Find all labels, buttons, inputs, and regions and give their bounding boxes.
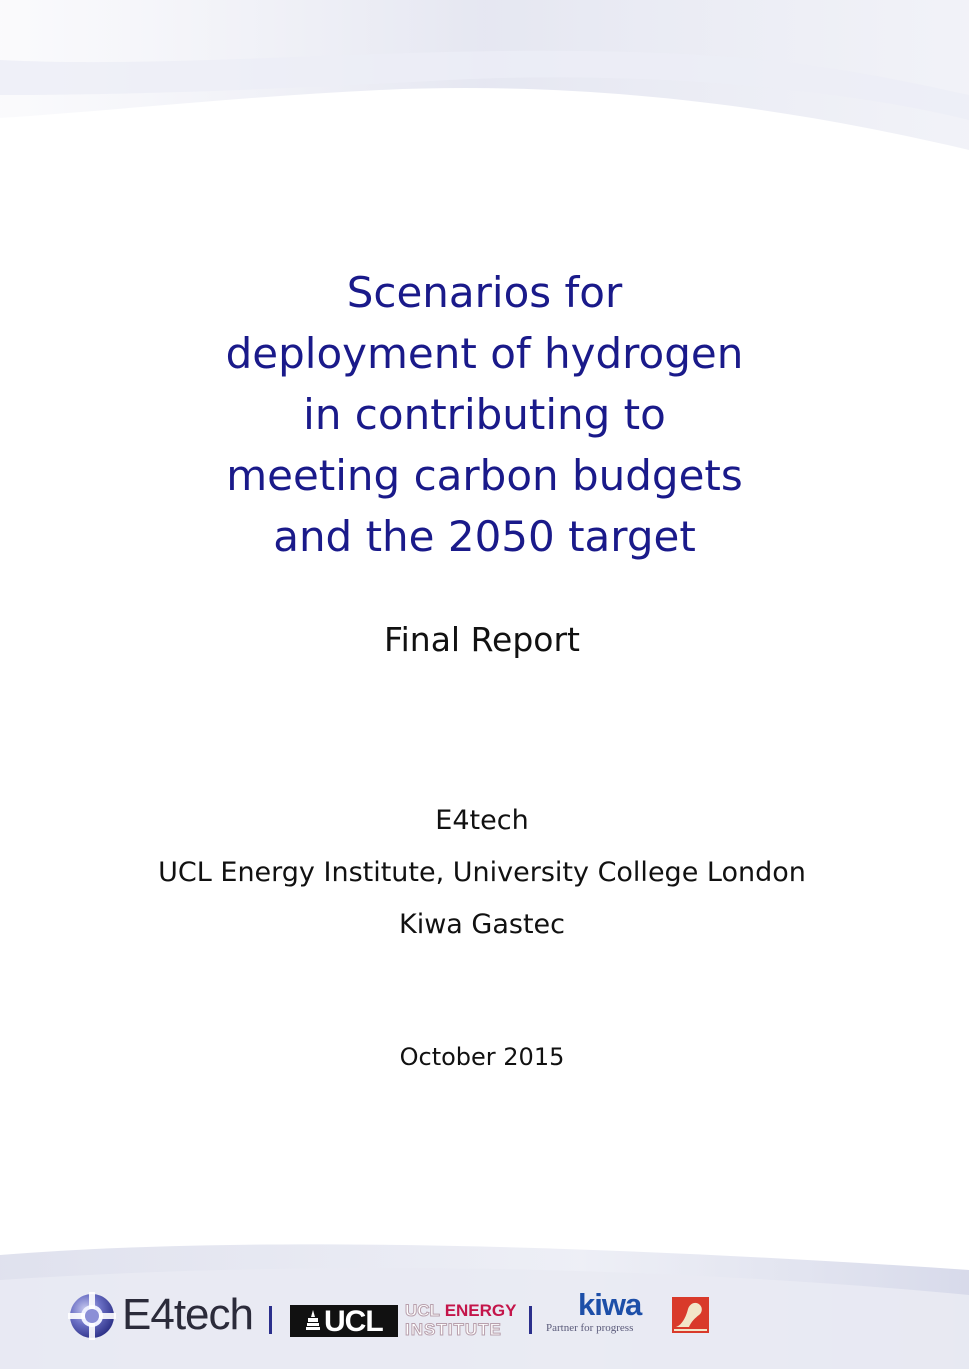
kiwa-bird-icon xyxy=(672,1297,709,1333)
ucl-energy-ucl-text: UCL xyxy=(405,1301,440,1320)
e4tech-logo-icon xyxy=(68,1292,116,1340)
title-line: in contributing to xyxy=(303,390,666,439)
report-subtitle: Final Report xyxy=(384,620,580,659)
title-line: and the 2050 target xyxy=(273,512,696,561)
author-item: Kiwa Gastec xyxy=(399,909,565,940)
ucl-energy-institute-text: INSTITUTE xyxy=(405,1320,502,1339)
author-item: UCL Energy Institute, University College London xyxy=(158,857,806,888)
author-list xyxy=(0,795,964,951)
ucl-energy-energy-text: ENERGY xyxy=(444,1301,517,1320)
report-title xyxy=(0,262,969,567)
title-line: meeting carbon budgets xyxy=(226,451,743,500)
report-date: October 2015 xyxy=(399,1043,565,1071)
title-line: Scenarios for xyxy=(346,268,623,317)
title-line: deployment of hydrogen xyxy=(225,329,744,378)
logo-separator xyxy=(269,1306,272,1334)
e4tech-logo-text: E4tech xyxy=(122,1290,253,1339)
kiwa-tagline: Partner for progress xyxy=(546,1322,634,1334)
top-swoosh-decoration xyxy=(0,0,969,170)
ucl-energy-institute-logo xyxy=(405,1301,516,1339)
logo-separator xyxy=(529,1306,532,1334)
author-item: E4tech xyxy=(435,805,529,836)
ucl-dome-icon xyxy=(306,1309,320,1331)
ucl-logo-text: UCL xyxy=(324,1305,383,1338)
partner-logos-bar xyxy=(0,1280,969,1350)
kiwa-logo-text: kiwa xyxy=(578,1287,642,1322)
